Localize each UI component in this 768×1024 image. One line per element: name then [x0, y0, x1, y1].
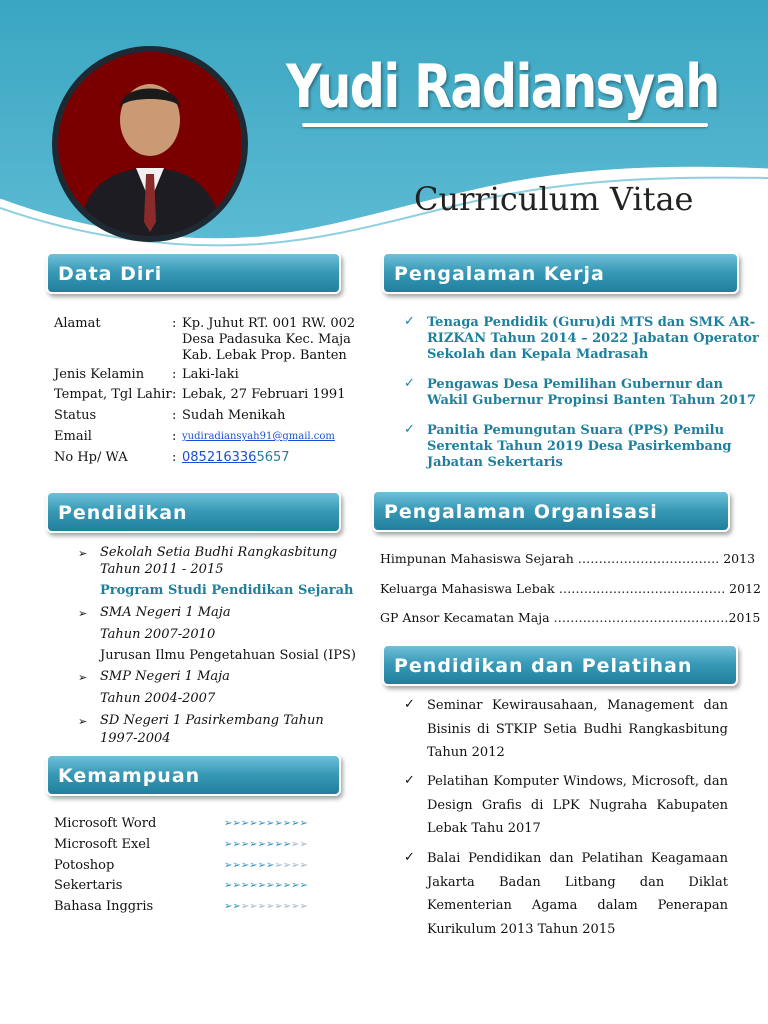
- check-icon: ✓: [404, 773, 415, 788]
- arrowhead-icon: ➢: [282, 860, 292, 871]
- arrowhead-icon: ➢: [274, 839, 283, 850]
- skill-name: Microsoft Exel: [54, 837, 151, 852]
- work-line: Jabatan Sekertaris: [427, 455, 563, 470]
- education-note: Program Studi Pendidikan Sejarah: [100, 583, 354, 598]
- arrowhead-icon: ➢: [240, 901, 250, 912]
- name-underline: [302, 123, 708, 127]
- arrowhead-icon: ➢: [291, 818, 300, 829]
- education-line: 1997-2004: [100, 731, 171, 746]
- arrowhead-icon: ➢: [224, 860, 233, 871]
- arrowhead-icon: ➢: [249, 818, 258, 829]
- education-line: SD Negeri 1 Pasirkembang Tahun: [100, 713, 324, 728]
- field-colon: :: [172, 316, 177, 331]
- education-line: Tahun 2011 - 2015: [100, 562, 224, 577]
- arrowhead-icon: ➢: [224, 839, 233, 850]
- field-value: Desa Padasuka Kec. Maja: [182, 332, 351, 347]
- training-item: Seminar Kewirausahaan, Management dan Bisinis di STKIP Setia Budhi Rangkasbitung Tahun 2012: [427, 698, 728, 760]
- section-header-pengalaman-organisasi: Pengalaman Organisasi: [372, 490, 730, 532]
- section-header-pendidikan: Pendidikan: [46, 491, 341, 533]
- arrow-bullet-icon: ➢: [78, 607, 88, 620]
- field-colon: :: [172, 408, 177, 423]
- education-note: Jurusan Ilmu Pengetahuan Sosial (IPS): [100, 648, 356, 663]
- arrowhead-icon: ➢: [282, 818, 292, 829]
- phone-suffix: 5657: [256, 450, 290, 465]
- work-line: Tenaga Pendidik (Guru)di MTS dan SMK AR-: [427, 315, 756, 330]
- arrowhead-icon: ➢: [265, 901, 275, 912]
- profile-photo: [52, 46, 248, 242]
- arrow-bullet-icon: ➢: [78, 715, 88, 728]
- arrowhead-icon: ➢: [291, 880, 300, 891]
- skill-name: Potoshop: [54, 858, 115, 873]
- arrowhead-icon: ➢: [232, 818, 241, 829]
- arrowhead-icon: ➢: [265, 880, 275, 891]
- arrowhead-icon: ➢: [257, 839, 266, 850]
- training-item: Pelatihan Komputer Windows, Microsoft, dan Design Grafis di LPK Nugraha Kabupaten Lebak Tahu 2017: [427, 774, 728, 836]
- arrowhead-icon: ➢: [249, 880, 258, 891]
- skill-rating: [224, 860, 308, 871]
- skill-name: Microsoft Word: [54, 816, 157, 831]
- field-value: Kab. Lebak Prop. Banten: [182, 348, 347, 363]
- check-icon: ✓: [404, 850, 415, 865]
- section-header-pendidikan-pelatihan: Pendidikan dan Pelatihan: [382, 644, 738, 686]
- check-icon: ✓: [404, 314, 415, 329]
- arrowhead-icon: ➢: [299, 860, 308, 871]
- field-value: Kp. Juhut RT. 001 RW. 002: [182, 316, 356, 331]
- field-label: Email: [54, 429, 92, 444]
- organization-item: GP Ansor Kecamatan Maja ……………………………………2015: [380, 610, 761, 625]
- arrowhead-icon: ➢: [232, 839, 241, 850]
- arrowhead-icon: ➢: [299, 901, 308, 912]
- arrow-bullet-icon: ➢: [78, 671, 88, 684]
- arrowhead-icon: ➢: [224, 818, 233, 829]
- skill-name: Bahasa Inggris: [54, 899, 154, 914]
- arrowhead-icon: ➢: [240, 880, 250, 891]
- arrowhead-icon: ➢: [299, 839, 308, 850]
- phone-link[interactable]: 085216336: [182, 450, 257, 465]
- check-icon: ✓: [404, 422, 415, 437]
- field-value: Lebak, 27 Februari 1991: [182, 387, 346, 402]
- section-header-pengalaman-kerja: Pengalaman Kerja: [382, 252, 739, 294]
- arrowhead-icon: ➢: [240, 818, 250, 829]
- education-line: Tahun 2007-2010: [100, 627, 216, 642]
- skill-rating: [224, 818, 308, 829]
- field-colon: :: [172, 367, 177, 382]
- section-header-kemampuan: Kemampuan: [46, 754, 341, 796]
- organization-item: Himpunan Mahasiswa Sejarah ……………………………. 2013: [380, 551, 756, 566]
- work-line: RIZKAN Tahun 2014 – 2022 Jabatan Operator: [427, 331, 759, 346]
- field-label: Alamat: [54, 316, 101, 331]
- arrow-bullet-icon: ➢: [78, 547, 88, 560]
- arrowhead-icon: ➢: [257, 818, 266, 829]
- arrowhead-icon: ➢: [240, 860, 250, 871]
- field-colon: :: [172, 429, 177, 444]
- document-subtitle: Curriculum Vitae: [414, 180, 694, 218]
- skill-rating: [224, 839, 308, 850]
- education-line: Sekolah Setia Budhi Rangkasbitung: [100, 545, 338, 560]
- work-line: Pengawas Desa Pemilihan Gubernur dan: [427, 377, 724, 392]
- person-photo-icon: [58, 52, 242, 236]
- check-icon: ✓: [404, 697, 415, 712]
- work-line: Sekolah dan Kepala Madrasah: [427, 347, 649, 362]
- work-line: Panitia Pemungutan Suara (PPS) Pemilu: [427, 423, 725, 438]
- skill-rating: [224, 901, 308, 912]
- arrowhead-icon: ➢: [265, 839, 275, 850]
- arrowhead-icon: ➢: [265, 818, 275, 829]
- field-label: Status: [54, 408, 97, 423]
- field-value: Sudah Menikah: [182, 408, 286, 423]
- arrowhead-icon: ➢: [257, 901, 266, 912]
- arrowhead-icon: ➢: [299, 880, 308, 891]
- section-header-data-diri: Data Diri: [46, 252, 341, 294]
- work-line: Wakil Gubernur Propinsi Banten Tahun 2017: [427, 393, 756, 408]
- organization-item: Keluarga Mahasiswa Lebak …………………………………. 2012: [380, 581, 761, 596]
- education-line: SMA Negeri 1 Maja: [100, 605, 231, 620]
- check-icon: ✓: [404, 376, 415, 391]
- arrowhead-icon: ➢: [274, 818, 283, 829]
- arrowhead-icon: ➢: [224, 901, 233, 912]
- education-line: SMP Negeri 1 Maja: [100, 669, 230, 684]
- work-line: Serentak Tahun 2019 Desa Pasirkembang: [427, 439, 732, 454]
- arrowhead-icon: ➢: [291, 860, 300, 871]
- education-line: Tahun 2004-2007: [100, 691, 216, 706]
- training-item: Balai Pendidikan dan Pelatihan Keagamaan Jakarta Badan Litbang dan Diklat Kementerian Agama dalam Penerapan Kurikulum 2013 Tahun 2015: [427, 851, 728, 937]
- arrowhead-icon: ➢: [274, 880, 283, 891]
- arrowhead-icon: ➢: [282, 839, 292, 850]
- arrowhead-icon: ➢: [249, 860, 258, 871]
- arrowhead-icon: ➢: [282, 880, 292, 891]
- arrowhead-icon: ➢: [232, 860, 241, 871]
- email-link[interactable]: yudiradiansyah91@gmail.com: [182, 431, 335, 442]
- person-name: Yudi Radiansyah: [286, 52, 719, 122]
- field-colon: :: [172, 387, 177, 402]
- arrowhead-icon: ➢: [224, 880, 233, 891]
- arrowhead-icon: ➢: [299, 818, 308, 829]
- skill-name: Sekertaris: [54, 878, 123, 893]
- arrowhead-icon: ➢: [265, 860, 275, 871]
- field-value: Laki-laki: [182, 367, 239, 382]
- arrowhead-icon: ➢: [240, 839, 250, 850]
- field-colon: :: [172, 450, 177, 465]
- arrowhead-icon: ➢: [291, 839, 300, 850]
- arrowhead-icon: ➢: [282, 901, 292, 912]
- arrowhead-icon: ➢: [257, 880, 266, 891]
- arrowhead-icon: ➢: [232, 901, 241, 912]
- arrowhead-icon: ➢: [291, 901, 300, 912]
- field-label: Jenis Kelamin: [54, 367, 145, 382]
- arrowhead-icon: ➢: [249, 901, 258, 912]
- field-label: Tempat, Tgl Lahir: [54, 387, 172, 402]
- arrowhead-icon: ➢: [232, 880, 241, 891]
- arrowhead-icon: ➢: [274, 901, 283, 912]
- arrowhead-icon: ➢: [274, 860, 283, 871]
- field-label: No Hp/ WA: [54, 450, 128, 465]
- arrowhead-icon: ➢: [249, 839, 258, 850]
- arrowhead-icon: ➢: [257, 860, 266, 871]
- skill-rating: [224, 880, 308, 891]
